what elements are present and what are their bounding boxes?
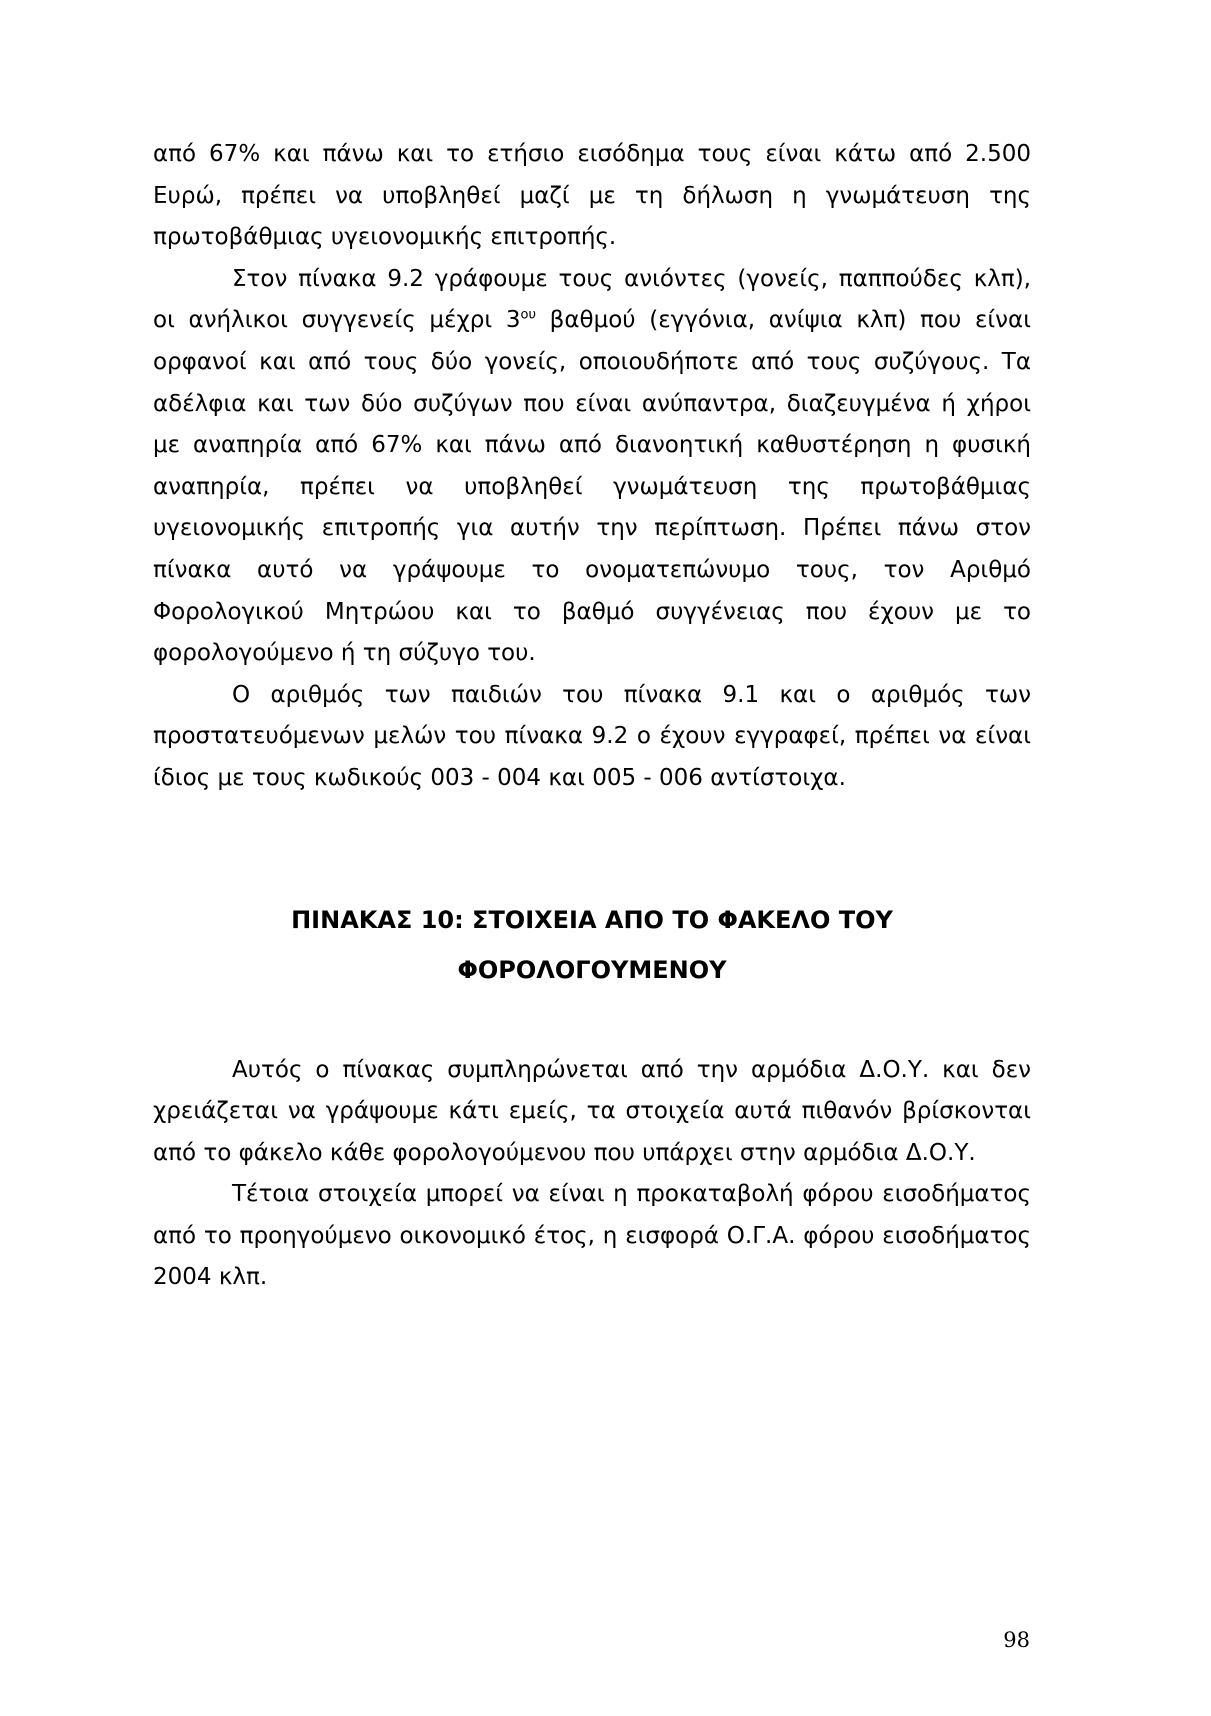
- paragraph-table-10-examples: Τέτοια στοιχεία μπορεί να είναι η προκαταβολή φόρου εισοδήματος από το προηγούμενο οικονομικό έτος, η εισφορά Ο.Γ.Α. φόρου εισοδήματος 2004 κλπ.: [153, 1181, 1031, 1291]
- section-heading-line-1: ΠΙΝΑΚΑΣ 10: ΣΤΟΙΧΕΙΑ ΑΠΟ ΤΟ ΦΑΚΕΛΟ ΤΟΥ: [291, 905, 893, 934]
- page-number: 98: [1003, 1628, 1030, 1652]
- spacer: [153, 995, 1031, 1050]
- spacer: [153, 800, 1031, 895]
- document-body: [153, 134, 1031, 1299]
- paragraph-table-9-2-part1: Στον πίνακα 9.2 γράφουμε τους ανιόντες (γονείς, παππούδες κλπ), οι ανήλικοι συγγενείς μέχρι 3: [153, 265, 1031, 334]
- paragraph-disability-opinion: από 67% και πάνω και το ετήσιο εισόδημα τους είναι κάτω από 2.500 Ευρώ, πρέπει να υποβληθεί μαζί με τη δήλωση η γνωμάτευση της πρωτοβάθμιας υγειονομικής επιτροπής.: [153, 141, 1031, 251]
- paragraph-table-10-description: Αυτός ο πίνακας συμπληρώνεται από την αρμόδια Δ.Ο.Υ. και δεν χρειάζεται να γράψουμε κάτι εμείς, τα στοιχεία αυτά πιθανόν βρίσκονται από το φάκελο κάθε φορολογούμενου που υπάρχει στην αρμόδια Δ.Ο.Υ.: [153, 1056, 1031, 1166]
- ordinal-superscript: ου: [520, 307, 536, 323]
- paragraph-member-counts: Ο αριθμός των παιδιών του πίνακα 9.1 και ο αριθμός των προστατευόμενων μελών του πίνακα 9.2 ο έχουν εγγραφεί, πρέπει να είναι ίδιος με τους κωδικούς 003 - 004 και 005 - 006 αντίστοιχα.: [153, 681, 1031, 791]
- paragraph-table-9-2: [153, 259, 1031, 675]
- section-heading-line-2: ΦΟΡΟΛΟΓΟΥΜΕΝΟΥ: [457, 955, 727, 984]
- paragraph-table-9-2-part2: βαθμού (εγγόνια, ανίψια κλπ) που είναι ορφανοί και από τους δύο γονείς, οποιουδήποτε από τους συζύγους. Τα αδέλφια και των δύο συζύγων που είναι ανύπαντρα, διαζευγμένα ή χήροι με αναπηρία από 67% και πάνω από διανοητική καθυστέρηση η φυσική αναπηρία, πρέπει να υποβληθεί γνωμάτευση της πρωτοβάθμιας υγειονομικής επιτροπής για αυτήν την περίπτωση. Πρέπει πάνω στον πίνακα αυτό να γράψουμε το ονοματεπώνυμο τους, τον Αριθμό Φορολογικού Μητρώου και το βαθμό συγγένειας που έχουν με το φορολογούμενο ή τη σύζυγο του.: [153, 307, 1031, 667]
